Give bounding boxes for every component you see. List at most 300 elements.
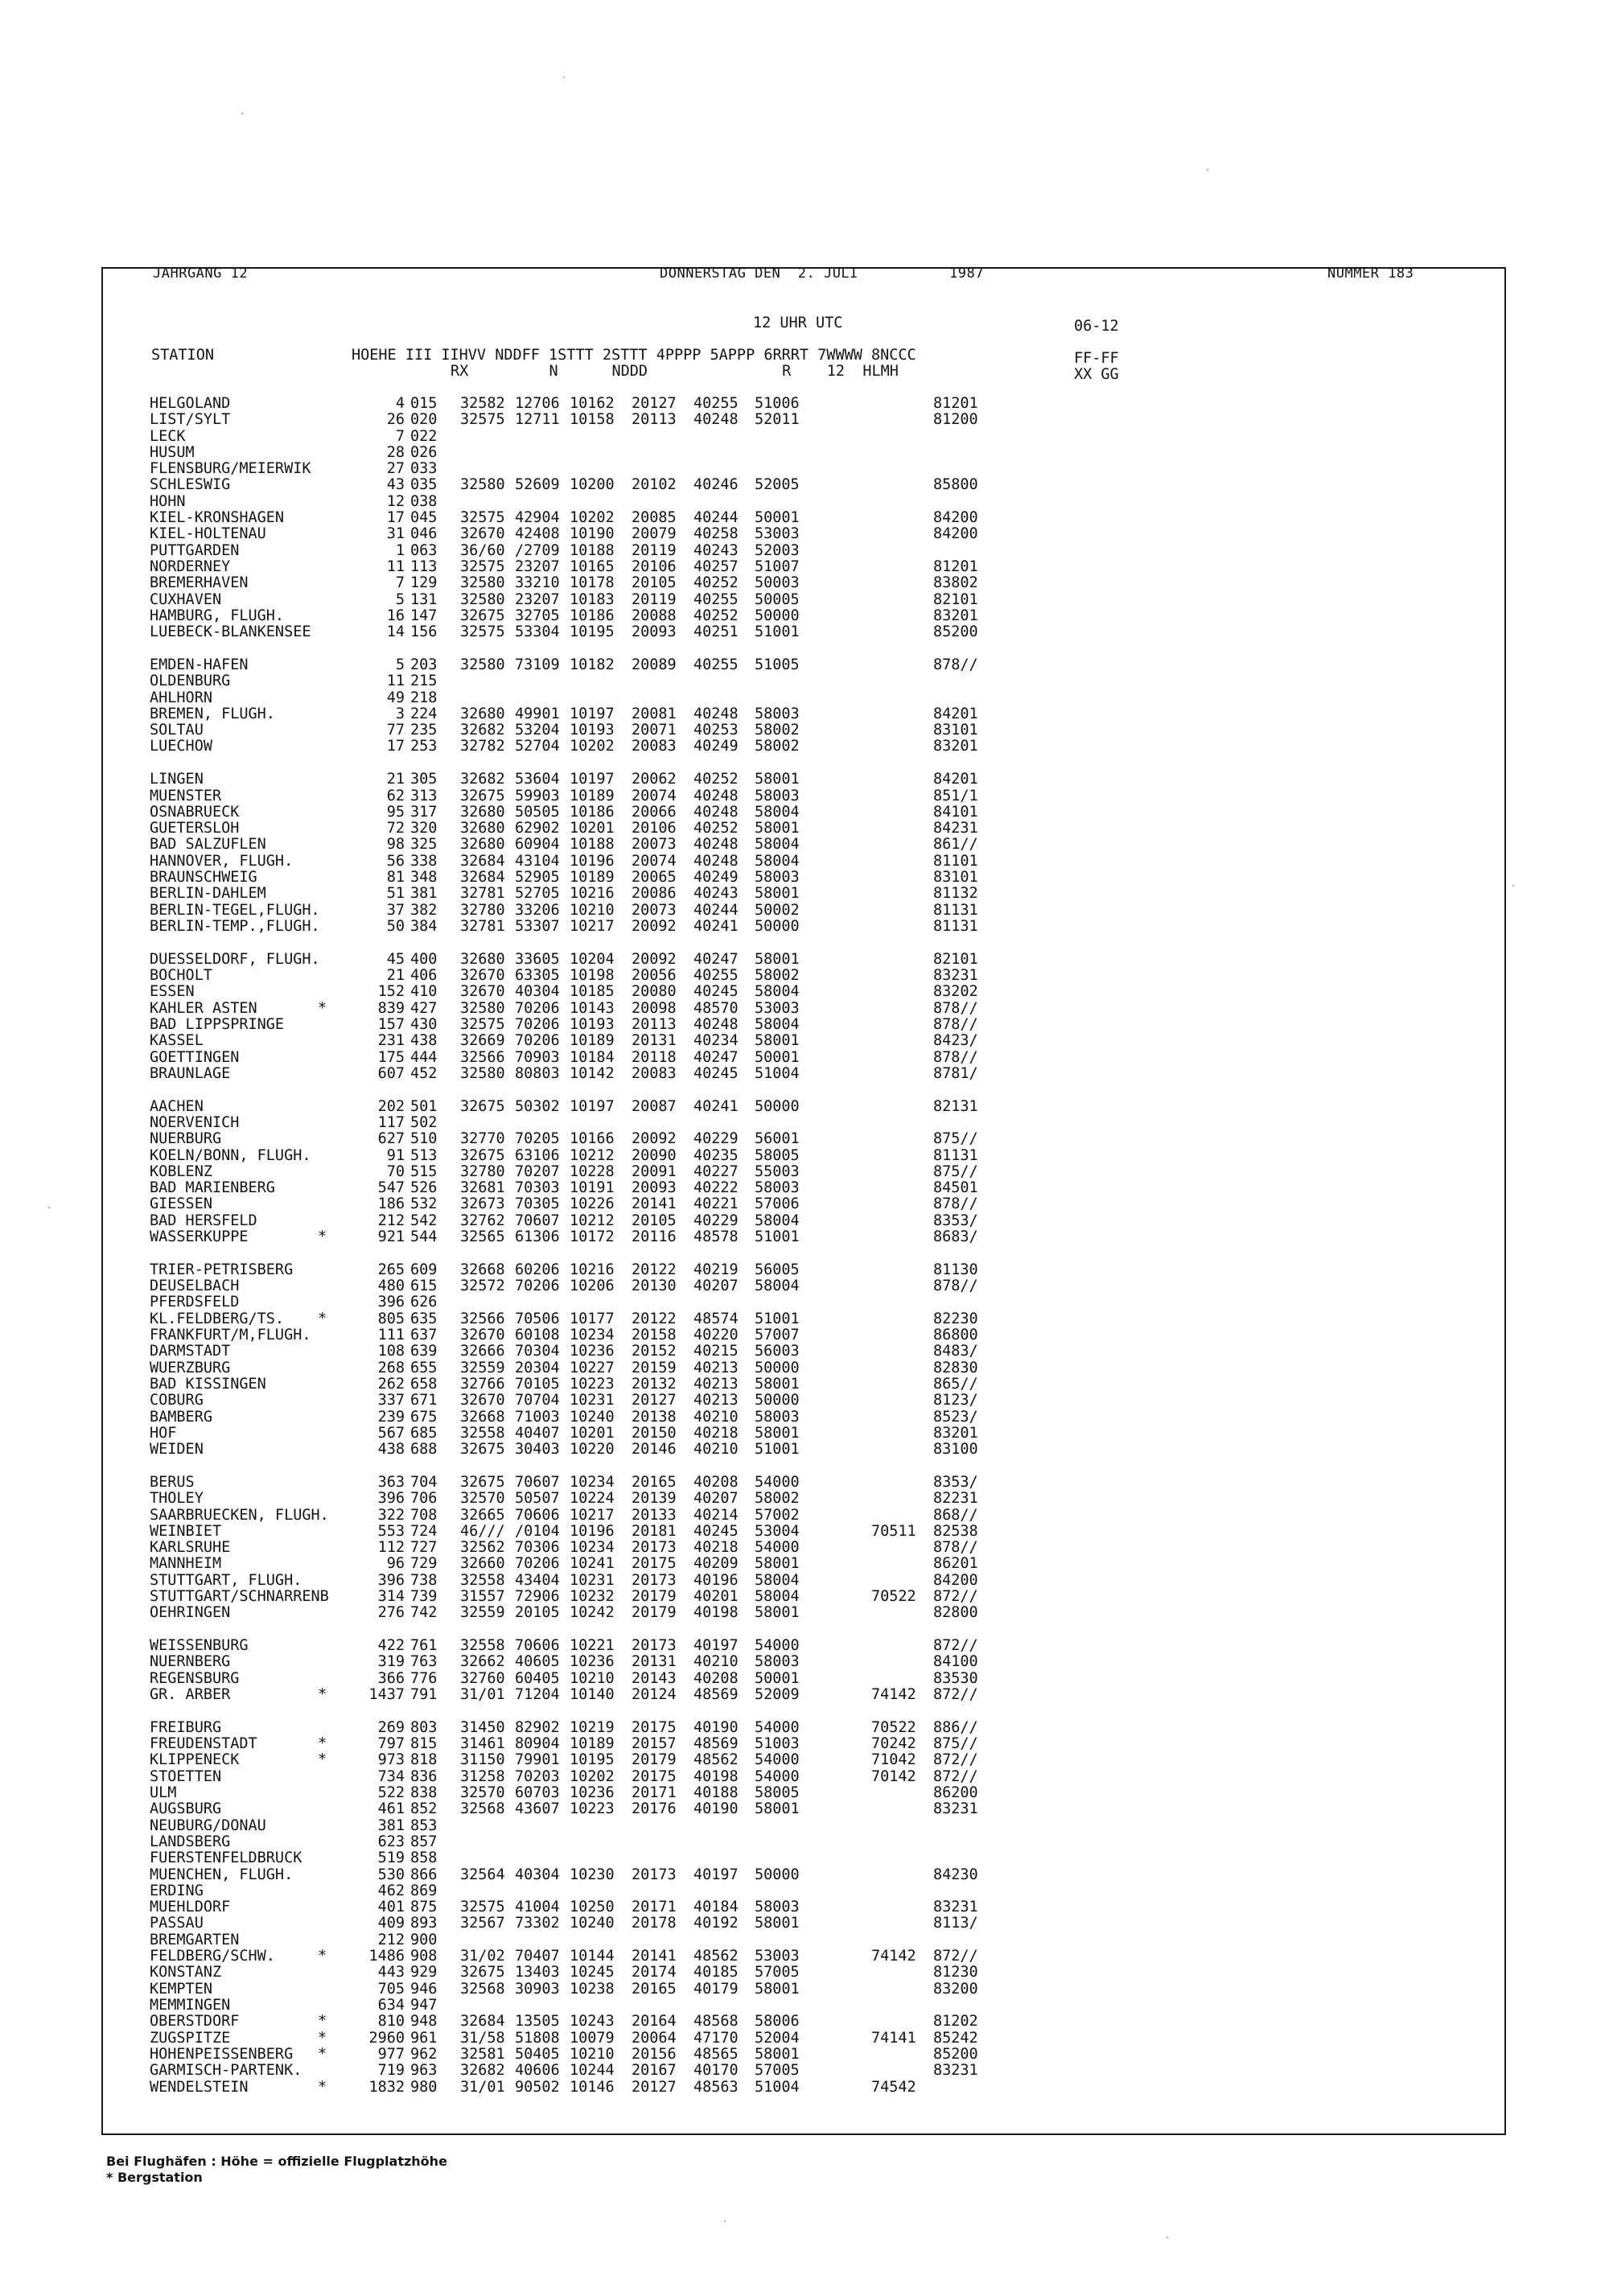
cell-pppp: 40198	[693, 1604, 739, 1621]
cell-name: OLDENBURG	[150, 673, 231, 689]
cell-stt1: 10219	[570, 1719, 615, 1736]
cell-hoehe: 314	[377, 1588, 405, 1605]
cell-stt2: 20156	[632, 2046, 677, 2063]
cell-hoehe: 117	[377, 1114, 405, 1131]
table-row	[0, 1818, 1609, 1834]
cell-nddff: 33206	[515, 902, 560, 919]
cell-stt2: 20133	[632, 1507, 677, 1524]
cell-stt2: 20091	[632, 1163, 677, 1180]
cell-name: STOETTEN	[150, 1768, 222, 1785]
cell-ihvv: 32562	[460, 1539, 505, 1556]
cell-nddff: 40304	[515, 1866, 560, 1883]
cell-stt2: 20127	[632, 1392, 677, 1409]
cell-ihvv: 32575	[460, 1899, 505, 1915]
cell-mark: *	[318, 2079, 327, 2096]
cell-nccc: 872//	[933, 1637, 978, 1654]
cell-nccc: 8483/	[933, 1343, 978, 1360]
cell-ihvv: 32682	[460, 771, 505, 788]
cell-iii: 502	[410, 1114, 438, 1131]
cell-stt2: 20073	[632, 902, 677, 919]
cell-appp: 54000	[755, 1637, 800, 1654]
table-row	[0, 903, 1609, 919]
cell-iii: 818	[410, 1751, 438, 1768]
cell-iii: 675	[410, 1409, 438, 1426]
cell-wwww: 74142	[871, 1686, 916, 1703]
cell-iii: 532	[410, 1195, 438, 1212]
cell-hoehe: 519	[377, 1850, 405, 1866]
cell-ihvv: 46///	[460, 1523, 505, 1540]
table-row	[0, 1393, 1609, 1409]
cell-pppp: 40197	[693, 1866, 739, 1883]
table-row	[0, 1883, 1609, 1899]
cell-stt2: 20138	[632, 1409, 677, 1426]
cell-pppp: 40213	[693, 1376, 739, 1393]
cell-ihvv: 32675	[460, 1441, 505, 1458]
cell-pppp: 40249	[693, 738, 739, 755]
cell-stt2: 20105	[632, 1212, 677, 1229]
cell-iii: 400	[410, 951, 438, 968]
cell-nccc: 865//	[933, 1376, 978, 1393]
cell-stt2: 20119	[632, 591, 677, 608]
cell-nddff: 70206	[515, 1032, 560, 1049]
cell-nddff: 20105	[515, 1604, 560, 1621]
cell-name: WUERZBURG	[150, 1360, 231, 1376]
cell-stt2: 20150	[632, 1425, 677, 1442]
cell-stt2: 20165	[632, 1981, 677, 1998]
table-row	[0, 1180, 1609, 1196]
cell-name: LINGEN	[150, 771, 204, 788]
cell-name: BAD HERSFELD	[150, 1212, 257, 1229]
cell-nccc: 875//	[933, 1735, 978, 1752]
cell-hoehe: 396	[377, 1490, 405, 1507]
cell-iii: 038	[410, 493, 438, 510]
cell-iii: 444	[410, 1049, 438, 1066]
cell-hoehe: 977	[377, 2046, 405, 2063]
cell-stt1: 10186	[570, 607, 615, 624]
code-subheaders: RX N NDDD R 12 HLMH	[451, 363, 899, 380]
cell-ihvv: 32670	[460, 967, 505, 984]
table-row	[0, 1540, 1609, 1556]
cell-stt2: 20092	[632, 918, 677, 935]
cell-iii: 317	[410, 804, 438, 821]
cell-name: GOETTINGEN	[150, 1049, 240, 1066]
cell-pppp: 40209	[693, 1555, 739, 1572]
cell-nddff: 41004	[515, 1899, 560, 1915]
cell-ihvv: 32564	[460, 1866, 505, 1883]
cell-nddff: 70607	[515, 1474, 560, 1491]
table-row	[0, 624, 1609, 640]
cell-ihvv: 31/02	[460, 1948, 505, 1965]
cell-iii: 382	[410, 902, 438, 919]
cell-stt2: 20146	[632, 1441, 677, 1458]
cell-iii: 900	[410, 1932, 438, 1948]
cell-iii: 046	[410, 525, 438, 542]
cell-hoehe: 921	[377, 1228, 405, 1245]
cell-ihvv: 32581	[460, 2046, 505, 2063]
cell-hoehe: 26	[386, 411, 405, 428]
cell-nddff: 70506	[515, 1311, 560, 1327]
cell-ihvv: 32566	[460, 1311, 505, 1327]
cell-name: BAMBERG	[150, 1409, 212, 1426]
cell-iii: 626	[410, 1294, 438, 1311]
cell-name: LUECHOW	[150, 738, 212, 755]
period-label: 06-12	[1074, 318, 1119, 335]
cell-hoehe: 11	[386, 673, 405, 689]
cell-name: THOLEY	[150, 1490, 204, 1507]
cell-hoehe: 3	[395, 706, 405, 722]
cell-hoehe: 27	[386, 460, 405, 477]
cell-iii: 320	[410, 820, 438, 837]
cell-nccc: 8683/	[933, 1228, 978, 1245]
cell-pppp: 40213	[693, 1392, 739, 1409]
cell-stt1: 10202	[570, 738, 615, 755]
cell-nccc: 8423/	[933, 1032, 978, 1049]
cell-appp: 58001	[755, 1032, 800, 1049]
cell-name: WENDELSTEIN	[150, 2079, 249, 2096]
cell-nddff: 70407	[515, 1948, 560, 1965]
cell-stt2: 20118	[632, 1049, 677, 1066]
cell-appp: 52009	[755, 1686, 800, 1703]
cell-name: TRIER-PETRISBERG	[150, 1261, 294, 1278]
cell-nccc: 82101	[933, 951, 978, 968]
cell-appp: 51001	[755, 623, 800, 640]
cell-stt2: 20124	[632, 1686, 677, 1703]
cell-appp: 53003	[755, 1948, 800, 1965]
table-row	[0, 1017, 1609, 1033]
cell-pppp: 40246	[693, 476, 739, 493]
cell-ihvv: 32670	[460, 983, 505, 1000]
cell-stt1: 10184	[570, 1049, 615, 1066]
cell-ihvv: 32766	[460, 1376, 505, 1393]
cell-nddff: 60206	[515, 1261, 560, 1278]
cell-nddff: 12711	[515, 411, 560, 428]
cell-appp: 58006	[755, 2013, 800, 2030]
scan-speck	[1207, 169, 1208, 171]
cell-iii: 688	[410, 1441, 438, 1458]
cell-nddff: 43607	[515, 1800, 560, 1817]
cell-stt1: 10232	[570, 1588, 615, 1605]
cell-nddff: 23207	[515, 591, 560, 608]
cell-name: SCHLESWIG	[150, 476, 231, 493]
cell-stt1: 10079	[570, 2030, 615, 2047]
cell-nccc: 872//	[933, 1686, 978, 1703]
cell-appp: 50001	[755, 509, 800, 526]
cell-name: GUETERSLOH	[150, 820, 240, 837]
cell-ihvv: 32558	[460, 1637, 505, 1654]
cell-iii: 706	[410, 1490, 438, 1507]
cell-stt1: 10165	[570, 558, 615, 575]
table-row	[0, 1508, 1609, 1524]
cell-appp: 58004	[755, 1212, 800, 1229]
cell-stt1: 10185	[570, 983, 615, 1000]
cell-pppp: 40251	[693, 623, 739, 640]
cell-name: BERUS	[150, 1474, 195, 1491]
cell-appp: 58005	[755, 1147, 800, 1164]
cell-nccc: 83200	[933, 1981, 978, 1998]
cell-hoehe: 231	[377, 1032, 405, 1049]
cell-hoehe: 72	[386, 820, 405, 837]
cell-nddff: 61306	[515, 1228, 560, 1245]
cell-name: KARLSRUHE	[150, 1539, 231, 1556]
cell-stt2: 20056	[632, 967, 677, 984]
ff-column-header: FF-FF	[1074, 350, 1119, 367]
cell-stt1: 10250	[570, 1899, 615, 1915]
cell-ihvv: 32675	[460, 788, 505, 804]
cell-nddff: 70606	[515, 1507, 560, 1524]
cell-stt1: 10144	[570, 1948, 615, 1965]
cell-appp: 51003	[755, 1735, 800, 1752]
cell-ihvv: 32580	[460, 476, 505, 493]
cell-iii: 893	[410, 1915, 438, 1932]
cell-stt1: 10231	[570, 1572, 615, 1589]
observation-time: 12 UHR UTC	[753, 315, 843, 331]
table-row	[0, 1343, 1609, 1360]
cell-name: ERDING	[150, 1882, 204, 1899]
cell-nddff: 13505	[515, 2013, 560, 2030]
cell-appp: 58001	[755, 1376, 800, 1393]
cell-appp: 53003	[755, 525, 800, 542]
cell-iii: 410	[410, 983, 438, 1000]
table-row	[0, 526, 1609, 542]
table-row	[0, 2031, 1609, 2047]
cell-mark: *	[318, 1751, 327, 1768]
cell-nccc: 82101	[933, 591, 978, 608]
cell-ihvv: 32673	[460, 1195, 505, 1212]
cell-pppp: 40252	[693, 820, 739, 837]
cell-stt1: 10177	[570, 1311, 615, 1327]
cell-appp: 54000	[755, 1539, 800, 1556]
cell-pppp: 40244	[693, 902, 739, 919]
cell-iii: 020	[410, 411, 438, 428]
cell-nddff: 70303	[515, 1179, 560, 1196]
cell-nccc: 82230	[933, 1311, 978, 1327]
cell-nddff: 70105	[515, 1376, 560, 1393]
cell-ihvv: 32558	[460, 1425, 505, 1442]
cell-stt2: 20165	[632, 1474, 677, 1491]
cell-hoehe: 363	[377, 1474, 405, 1491]
cell-hoehe: 77	[386, 722, 405, 739]
cell-nddff: 60405	[515, 1670, 560, 1687]
cell-iii: 739	[410, 1588, 438, 1605]
cell-nddff: 50507	[515, 1490, 560, 1507]
cell-stt1: 10188	[570, 542, 615, 559]
cell-name: GR. ARBER	[150, 1686, 231, 1703]
cell-stt2: 20080	[632, 983, 677, 1000]
cell-stt1: 10166	[570, 1130, 615, 1147]
cell-stt1: 10201	[570, 820, 615, 837]
cell-name: GARMISCH-PARTENK.	[150, 2062, 302, 2079]
cell-stt2: 20132	[632, 1376, 677, 1393]
cell-pppp: 40247	[693, 1049, 739, 1066]
cell-hoehe: 839	[377, 1000, 405, 1017]
cell-name: LIST/SYLT	[150, 411, 231, 428]
table-row	[0, 1801, 1609, 1817]
cell-ihvv: 32781	[460, 918, 505, 935]
cell-stt1: 10243	[570, 2013, 615, 2030]
cell-nddff: 70305	[515, 1195, 560, 1212]
cell-stt1: 10210	[570, 2046, 615, 2063]
cell-nccc: 878//	[933, 1278, 978, 1294]
cell-ihvv: 32680	[460, 951, 505, 968]
cell-pppp: 40218	[693, 1539, 739, 1556]
cell-ihvv: 32782	[460, 738, 505, 755]
table-row	[0, 1033, 1609, 1049]
cell-name: GIESSEN	[150, 1195, 212, 1212]
cell-stt1: 10221	[570, 1637, 615, 1654]
cell-stt1: 10189	[570, 869, 615, 886]
cell-appp: 51001	[755, 1228, 800, 1245]
cell-hoehe: 5	[395, 591, 405, 608]
cell-iii: 961	[410, 2030, 438, 2047]
table-row	[0, 510, 1609, 526]
cell-name: BAD KISSINGEN	[150, 1376, 266, 1393]
cell-hoehe: 16	[386, 607, 405, 624]
cell-iii: 381	[410, 885, 438, 902]
cell-hoehe: 973	[377, 1751, 405, 1768]
table-row	[0, 1769, 1609, 1785]
cell-hoehe: 212	[377, 1932, 405, 1948]
cell-nccc: 84200	[933, 509, 978, 526]
cell-appp: 58001	[755, 820, 800, 837]
cell-stt1: 10143	[570, 1000, 615, 1017]
cell-name: OSNABRUECK	[150, 804, 240, 821]
cell-appp: 53003	[755, 1000, 800, 1017]
cell-nccc: 83231	[933, 1800, 978, 1817]
scan-speck	[241, 113, 243, 114]
cell-name: ESSEN	[150, 983, 195, 1000]
cell-appp: 50000	[755, 1360, 800, 1376]
cell-stt2: 20167	[632, 2062, 677, 2079]
cell-appp: 51005	[755, 656, 800, 673]
cell-stt2: 20092	[632, 1130, 677, 1147]
cell-pppp: 40243	[693, 542, 739, 559]
cell-nddff: 32705	[515, 607, 560, 624]
cell-stt2: 20066	[632, 804, 677, 821]
cell-ihvv: 32670	[460, 1327, 505, 1343]
table-row	[0, 1311, 1609, 1327]
cell-pppp: 40248	[693, 853, 739, 870]
cell-pppp: 40188	[693, 1784, 739, 1801]
cell-name: AHLHORN	[150, 689, 212, 706]
cell-nccc: 84501	[933, 1179, 978, 1196]
cell-nccc: 83530	[933, 1670, 978, 1687]
cell-iii: 452	[410, 1065, 438, 1082]
cell-iii: 852	[410, 1800, 438, 1817]
cell-nccc: 82131	[933, 1098, 978, 1115]
cell-nccc: 81131	[933, 902, 978, 919]
cell-stt1: 10244	[570, 2062, 615, 2079]
table-row	[0, 1981, 1609, 1998]
cell-stt2: 20081	[632, 706, 677, 722]
cell-nccc: 81202	[933, 2013, 978, 2030]
table-row	[0, 1948, 1609, 1965]
cell-pppp: 40257	[693, 558, 739, 575]
table-row	[0, 854, 1609, 870]
cell-stt1: 10210	[570, 902, 615, 919]
cell-stt1: 10206	[570, 1278, 615, 1294]
cell-nddff: 60703	[515, 1784, 560, 1801]
cell-ihvv: 32684	[460, 869, 505, 886]
table-row	[0, 1360, 1609, 1376]
cell-appp: 58004	[755, 836, 800, 853]
cell-stt1: 10236	[570, 1653, 615, 1670]
cell-stt2: 20176	[632, 1800, 677, 1817]
cell-nddff: 40606	[515, 2062, 560, 2079]
cell-pppp: 40201	[693, 1588, 739, 1605]
cell-nddff: 80904	[515, 1735, 560, 1752]
cell-iii: 671	[410, 1392, 438, 1409]
cell-stt2: 20178	[632, 1915, 677, 1932]
cell-appp: 58003	[755, 788, 800, 804]
cell-hoehe: 21	[386, 967, 405, 984]
cell-stt1: 10195	[570, 623, 615, 640]
table-row	[0, 1050, 1609, 1066]
cell-hoehe: 111	[377, 1327, 405, 1343]
cell-nccc: 8353/	[933, 1212, 978, 1229]
cell-stt1: 10220	[570, 1441, 615, 1458]
cell-ihvv: 32580	[460, 1065, 505, 1082]
cell-nddff: 71204	[515, 1686, 560, 1703]
cell-name: MUENCHEN, FLUGH.	[150, 1866, 294, 1883]
cell-stt2: 20127	[632, 395, 677, 412]
cell-appp: 51001	[755, 1441, 800, 1458]
cell-hoehe: 21	[386, 771, 405, 788]
cell-pppp: 40210	[693, 1409, 739, 1426]
cell-nccc: 878//	[933, 656, 978, 673]
cell-stt1: 10212	[570, 1147, 615, 1164]
cell-nccc: 878//	[933, 1049, 978, 1066]
cell-nddff: 51808	[515, 2030, 560, 2047]
cell-iii: 962	[410, 2046, 438, 2063]
cell-stt1: 10200	[570, 476, 615, 493]
cell-pppp: 40229	[693, 1130, 739, 1147]
cell-ihvv: 32566	[460, 1049, 505, 1066]
cell-iii: 803	[410, 1719, 438, 1736]
scan-speck	[48, 1207, 50, 1208]
cell-nccc: 84231	[933, 820, 978, 837]
cell-pppp: 40207	[693, 1490, 739, 1507]
cell-nccc: 81131	[933, 918, 978, 935]
cell-stt2: 20164	[632, 2013, 677, 2030]
cell-hoehe: 396	[377, 1294, 405, 1311]
cell-pppp: 40248	[693, 788, 739, 804]
cell-nddff: 52704	[515, 738, 560, 755]
cell-appp: 58004	[755, 983, 800, 1000]
cell-wwww: 70511	[871, 1523, 916, 1540]
cell-nddff: 52609	[515, 476, 560, 493]
cell-appp: 58002	[755, 967, 800, 984]
cell-name: CUXHAVEN	[150, 591, 222, 608]
cell-nddff: 70203	[515, 1768, 560, 1785]
cell-pppp: 40245	[693, 983, 739, 1000]
cell-appp: 51004	[755, 1065, 800, 1082]
cell-nccc: 84230	[933, 1866, 978, 1883]
cell-iii: 853	[410, 1817, 438, 1834]
cell-nccc: 83201	[933, 738, 978, 755]
cell-iii: 655	[410, 1360, 438, 1376]
cell-nddff: 90502	[515, 2079, 560, 2096]
table-row	[0, 968, 1609, 984]
table-row	[0, 1638, 1609, 1654]
cell-name: KEMPTEN	[150, 1981, 212, 1998]
cell-appp: 58001	[755, 1800, 800, 1817]
cell-stt2: 20171	[632, 1899, 677, 1915]
cell-ihvv: 32675	[460, 1147, 505, 1164]
table-row	[0, 559, 1609, 575]
cell-appp: 50002	[755, 902, 800, 919]
table-row	[0, 1196, 1609, 1212]
cell-hoehe: 7	[395, 428, 405, 445]
